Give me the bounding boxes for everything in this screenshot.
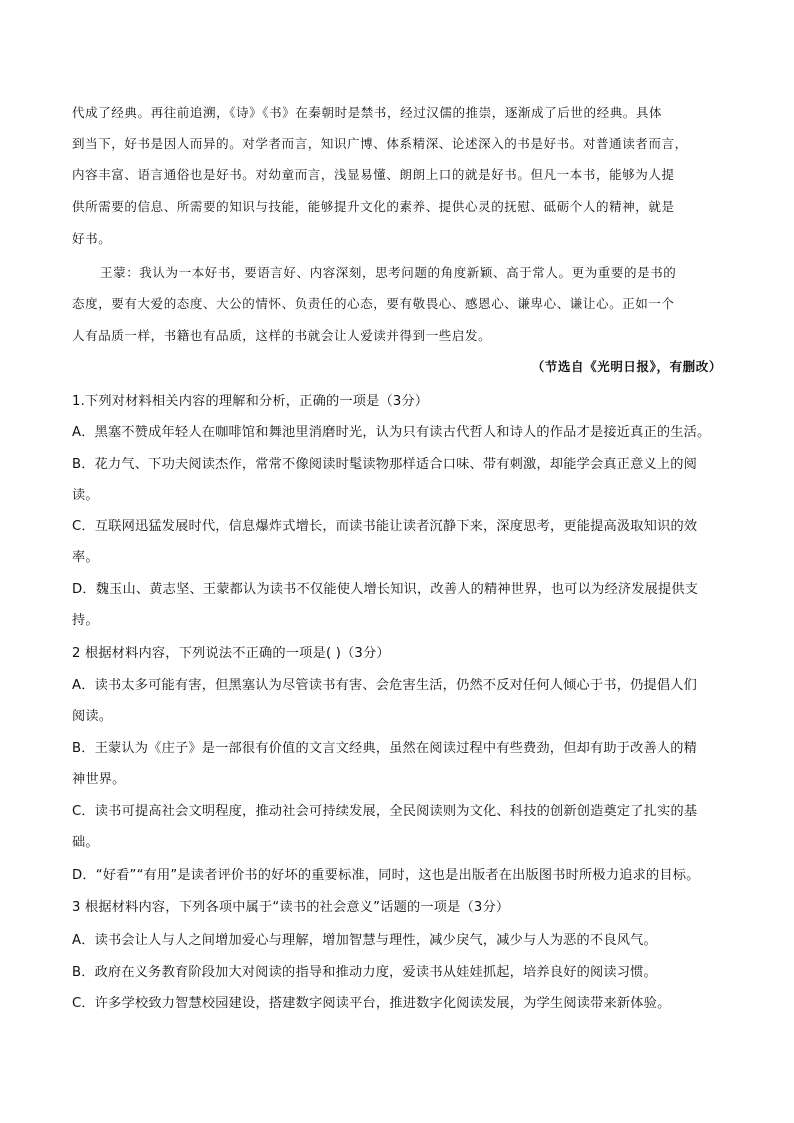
passage-line: 好书。 bbox=[72, 231, 112, 246]
question-stem: 1.下列对材料相关内容的理解和分析，正确的一项是（3分） bbox=[72, 394, 429, 409]
option-b-cont: 读。 bbox=[72, 488, 99, 503]
option-a: A．读书会让人与人之间增加爱心与理解，增加智慧与理性，减少戾气，减少与人为恶的不良风气。 bbox=[72, 933, 657, 948]
source-citation: （节选自《光明日报》，有删改） bbox=[531, 359, 722, 374]
passage-line: 代成了经典。再往前追溯，《诗》《书》在秦朝时是禁书，经过汉儒的推崇，逐渐成了后世的经典。具体 bbox=[72, 105, 663, 120]
option-c: C．读书可提高社会文明程度，推动社会可持续发展，全民阅读则为文化、科技的创新创造奠定了扎实的基 bbox=[72, 804, 698, 819]
passage-line: 内容丰富、语言通俗也是好书。对幼童而言，浅显易懂、朗朗上口的就是好书。但凡一本书，能够为人提 bbox=[72, 167, 675, 182]
option-a: A．黑塞不赞成年轻人在咖啡馆和舞池里消磨时光，认为只有读古代哲人和诗人的作品才是接近真正的生活。 bbox=[72, 425, 711, 440]
option-b: B．政府在义务教育阶段加大对阅读的指导和推动力度，爱读书从娃娃抓起，培养良好的阅读习惯。 bbox=[72, 965, 657, 980]
option-b: B．花力气、下功夫阅读杰作，常常不像阅读时髦读物那样适合口味、带有刺激，却能学会真正意义上的阅 bbox=[72, 457, 698, 472]
option-d: D．“好看”“有用”是读者评价书的好坏的重要标准，同时，这也是出版者在出版图书时所极力追求的目标。 bbox=[72, 868, 700, 883]
passage-line: 王蒙：我认为一本好书，要语言好、内容深刻，思考问题的角度新颖、高于常人。更为重要的是书的 bbox=[100, 265, 677, 280]
question-stem: 3 根据材料内容，下列各项中属于“读书的社会意义”话题的一项是（3分） bbox=[72, 900, 510, 915]
passage-line: 态度，要有大爱的态度、大公的情怀、负责任的心态，要有敬畏心、感恩心、谦卑心、谦让心。正如一个 bbox=[72, 296, 675, 311]
passage-line: 供所需要的信息、所需要的知识与技能，能够提升文化的素养、提供心灵的抚慰、砥砺个人的精神，就是 bbox=[72, 199, 675, 214]
option-a: A．读书太多可能有害，但黑塞认为尽管读书有害、会危害生活，仍然不反对任何人倾心于书，仍提倡人们 bbox=[72, 678, 698, 693]
option-d: D．魏玉山、黄志坚、王蒙都认为读书不仅能使人增长知识，改善人的精神世界，也可以为经济发展提供支 bbox=[72, 582, 699, 597]
option-c: C．许多学校致力智慧校园建设，搭建数字阅读平台，推进数字化阅读发展，为学生阅读带来新体验。 bbox=[72, 996, 671, 1011]
passage-line: 到当下，好书是因人而异的。对学者而言，知识广博、体系精深、论述深入的书是好书。对普通读者而言， bbox=[72, 136, 688, 151]
option-c: C．互联网迅猛发展时代，信息爆炸式增长，而读书能让读者沉静下来，深度思考，更能提高汲取知识的效 bbox=[72, 519, 698, 534]
option-d-cont: 持。 bbox=[72, 613, 99, 628]
passage-line: 人有品质一样，书籍也有品质，这样的书就会让人爱读并得到一些启发。 bbox=[72, 328, 492, 343]
option-c-cont: 础。 bbox=[72, 835, 99, 850]
option-b-cont: 神世界。 bbox=[72, 772, 126, 787]
option-a-cont: 阅读。 bbox=[72, 709, 113, 724]
option-b: B．王蒙认为《庄子》是一部很有价值的文言文经典，虽然在阅读过程中有些费劲，但却有助于改善人的精 bbox=[72, 741, 698, 756]
option-c-cont: 率。 bbox=[72, 550, 99, 565]
question-stem: 2 根据材料内容，下列说法不正确的一项是( )（3分） bbox=[72, 646, 390, 661]
